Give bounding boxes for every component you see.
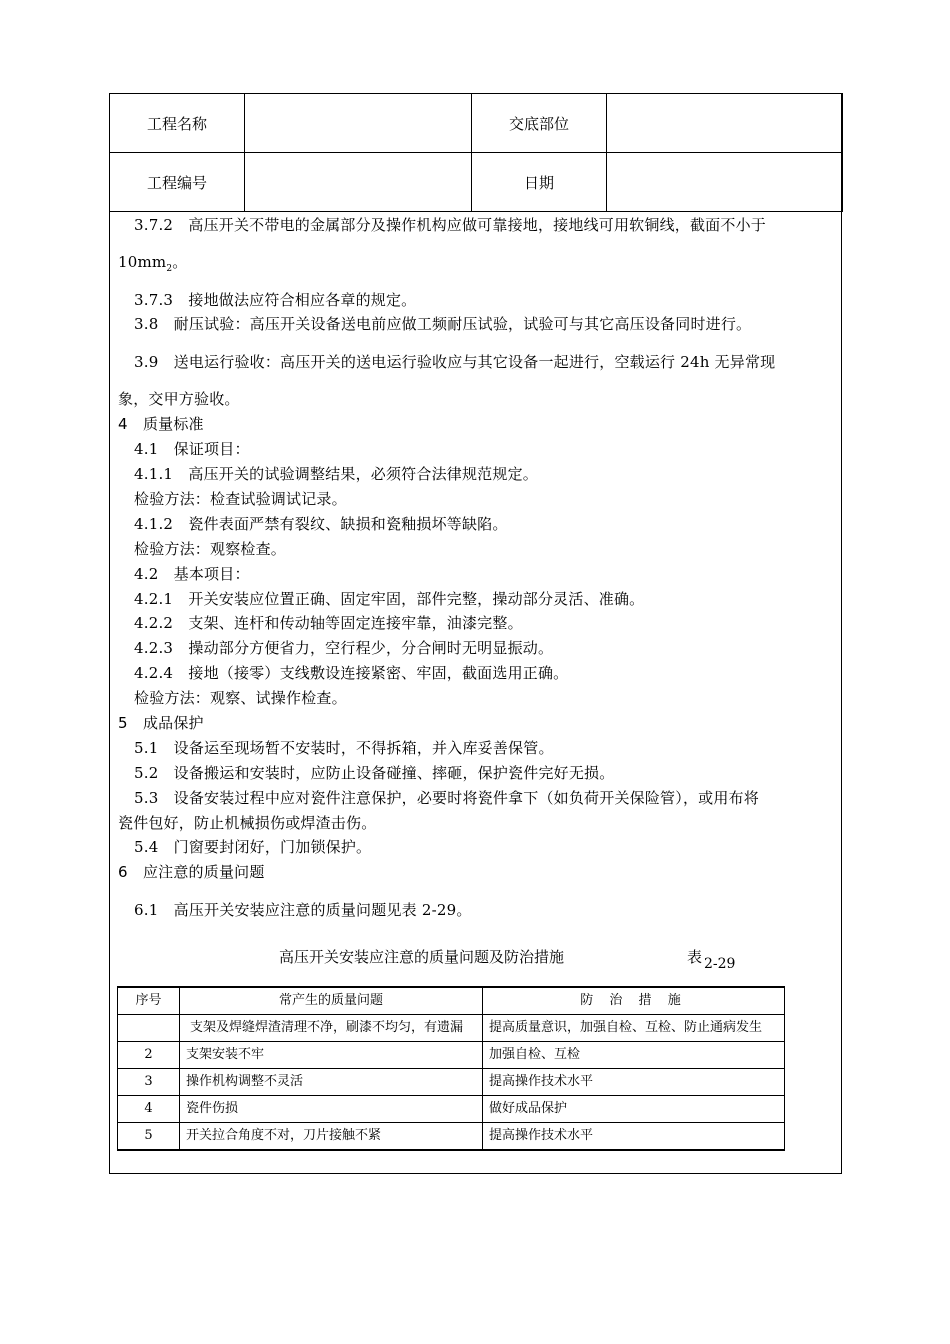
paragraph-4-1-1: 4.1.1 高压开关的试验调整结果，必须符合法律规范规定。	[134, 465, 538, 483]
col-header-measure: 防 治 措 施	[483, 987, 785, 1015]
row-measure: 做好成品保护	[483, 1096, 785, 1123]
table-number	[687, 946, 736, 972]
paragraph-4-1: 4.1 保证项目：	[134, 440, 250, 458]
area-exponent: 2	[166, 264, 173, 274]
paragraph-4-2-2: 4.2.2 支架、连杆和传动轴等固定连接牢靠，油漆完整。	[134, 614, 523, 632]
paragraph-5-1: 5.1 设备运至现场暂不安装时，不得拆箱，并入库妥善保管。	[134, 739, 554, 757]
location-value	[607, 94, 843, 153]
header-row-1	[110, 94, 843, 153]
row-measure: 加强自检、互检	[483, 1042, 785, 1069]
project-name-value	[245, 94, 472, 153]
header-row-2	[110, 153, 843, 212]
table-row	[118, 1096, 785, 1123]
row-problem: 操作机构调整不灵活	[180, 1069, 483, 1096]
paragraph-3-7-2-cont	[118, 251, 187, 274]
date-value	[607, 153, 843, 212]
table-row	[118, 1042, 785, 1069]
table-number-value: 2-29	[704, 956, 736, 972]
paragraph-4-2: 4.2 基本项目：	[134, 565, 250, 583]
table-title: 高压开关安装应注意的质量问题及防治措施	[279, 948, 565, 966]
row-problem: 开关拉合角度不对，刀片接触不紧	[180, 1123, 483, 1151]
inspection-method-1: 检验方法：检查试验调试记录。	[134, 490, 347, 508]
row-no	[118, 1015, 180, 1042]
paragraph-3-9-cont: 象，交甲方验收。	[118, 390, 240, 408]
section-4-heading: 4 质量标准	[118, 415, 204, 433]
date-label: 日期	[472, 153, 607, 212]
paragraph-5-4: 5.4 门窗要封闭好，门加锁保护。	[134, 838, 372, 856]
row-no: 3	[118, 1069, 180, 1096]
section-5-heading: 5 成品保护	[118, 714, 204, 732]
paragraph-4-1-2: 4.1.2 瓷件表面严禁有裂纹、缺损和瓷釉损坏等缺陷。	[134, 515, 508, 533]
row-problem-text: 支架及焊缝焊渣清理不净，刷漆不均匀，有遗漏	[190, 1020, 464, 1035]
row-no: 4	[118, 1096, 180, 1123]
paragraph-4-2-1: 4.2.1 开关安装应位置正确、固定牢固，部件完整，操动部分灵活、准确。	[134, 590, 645, 608]
area-end: 。	[172, 253, 188, 271]
paragraph-3-8: 3.8 耐压试验：高压开关设备送电前应做工频耐压试验，试验可与其它高压设备同时进行。	[134, 315, 752, 333]
inspection-method-3: 检验方法：观察、试操作检查。	[134, 689, 347, 707]
paragraph-4-2-4: 4.2.4 接地（接零）支线敷设连接紧密、牢固，截面选用正确。	[134, 664, 569, 682]
row-measure: 提高操作技术水平	[483, 1069, 785, 1096]
project-no-label: 工程编号	[110, 153, 245, 212]
table-header-row	[118, 987, 785, 1015]
row-measure: 提高操作技术水平	[483, 1123, 785, 1151]
paragraph-4-2-3: 4.2.3 操动部分方便省力，空行程少，分合闸时无明显振动。	[134, 639, 554, 657]
col-header-no: 序号	[118, 987, 180, 1015]
row-problem: 瓷件伤损	[180, 1096, 483, 1123]
col-header-problem: 常产生的质量问题	[180, 987, 483, 1015]
paragraph-3-7-3: 3.7.3 接地做法应符合相应各章的规定。	[134, 291, 417, 309]
quality-issues-table	[117, 986, 785, 1151]
row-measure: 提高质量意识，加强自检、互检、防止通病发生	[483, 1015, 785, 1042]
row-no: 2	[118, 1042, 180, 1069]
paragraph-6-1: 6.1 高压开关安装应注意的质量问题见表 2-29。	[134, 901, 472, 919]
area-value: 10mm	[118, 253, 167, 271]
row-problem	[180, 1015, 483, 1042]
project-name-label: 工程名称	[110, 94, 245, 153]
row-no: 5	[118, 1123, 180, 1151]
table-label: 表	[687, 948, 703, 966]
inspection-method-2: 检验方法：观察检查。	[134, 540, 287, 558]
section-6-heading: 6 应注意的质量问题	[118, 863, 265, 881]
paragraph-5-3-cont: 瓷件包好，防止机械损伤或焊渣击伤。	[118, 814, 377, 832]
paragraph-3-9: 3.9 送电运行验收：高压开关的送电运行验收应与其它设备一起进行，空载运行 24h 无异常现	[134, 353, 776, 371]
paragraph-5-2: 5.2 设备搬运和安装时，应防止设备碰撞、摔砸，保护瓷件完好无损。	[134, 764, 615, 782]
table-row	[118, 1123, 785, 1151]
table-row	[118, 1069, 785, 1096]
project-no-value	[245, 153, 472, 212]
header-table	[109, 93, 843, 212]
location-label: 交底部位	[472, 94, 607, 153]
paragraph-3-7-2: 3.7.2 高压开关不带电的金属部分及操作机构应做可靠接地，接地线可用软铜线，截面不小于	[134, 216, 766, 234]
row-problem: 支架安装不牢	[180, 1042, 483, 1069]
table-row	[118, 1015, 785, 1042]
paragraph-5-3: 5.3 设备安装过程中应对瓷件注意保护，必要时将瓷件拿下（如负荷开关保险管），或用布将	[134, 789, 759, 807]
